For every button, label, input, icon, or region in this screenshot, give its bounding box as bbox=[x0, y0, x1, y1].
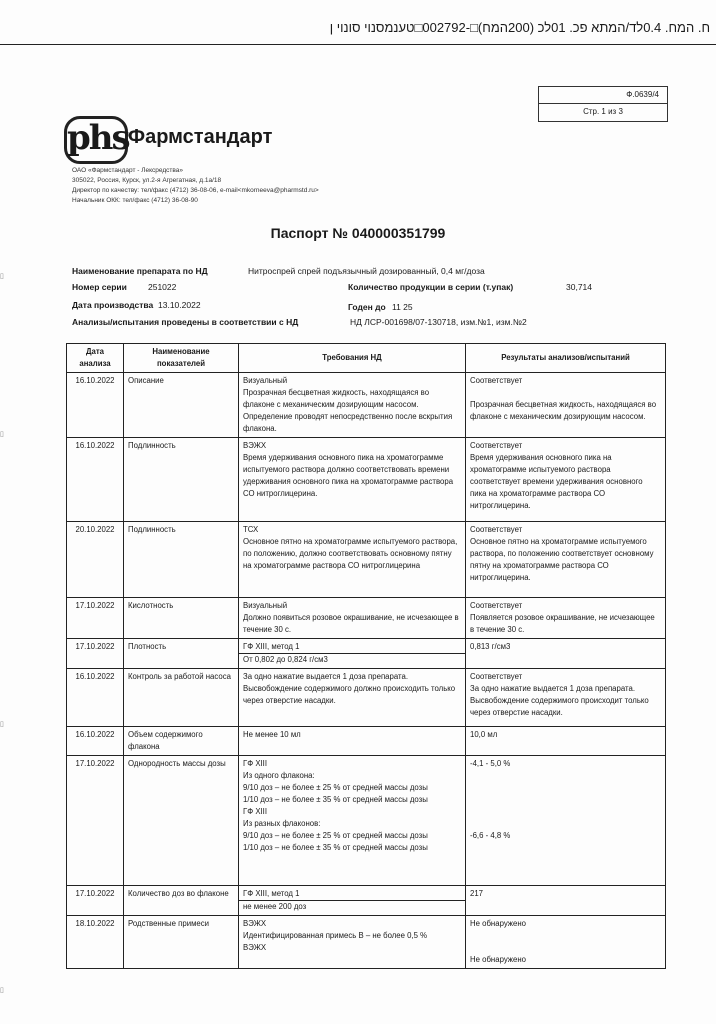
cell-date-text: 18.10.2022 bbox=[75, 919, 115, 928]
cell-name bbox=[124, 438, 239, 522]
cell-result bbox=[466, 669, 666, 727]
passport-title: Паспорт № 040000351799 bbox=[270, 225, 446, 241]
cell-date bbox=[67, 916, 124, 969]
table-row bbox=[67, 598, 666, 639]
cell-name-text: Объем содержимого флакона bbox=[128, 730, 203, 751]
product-name-label: Наименование препарата по НД bbox=[72, 266, 208, 276]
cell-result-text: -4,1 - 5,0 % -6,6 - 4,8 % bbox=[470, 759, 511, 840]
cell-date bbox=[67, 756, 124, 886]
table-row bbox=[67, 438, 666, 522]
cell-name-text: Кислотность bbox=[128, 601, 174, 610]
table-row bbox=[67, 756, 666, 886]
analysis-basis-value: НД ЛСР-001698/07-130718, изм.№1, изм.№2 bbox=[350, 317, 527, 327]
header-requirements: Требования НД bbox=[239, 344, 466, 373]
fax-header-text: ח. המח. 0.4לד/המתא פכ. 01לכ (200המח)□-002792□טענמסנוי סונוי ן bbox=[329, 20, 710, 35]
cell-requirement-text: Визуальный Прозрачная бесцветная жидкость, находящаяся во флаконе с механическим дозирующим насосом. Определение проводят непосредственно после вскрытия флакона. bbox=[243, 376, 453, 433]
cell-date-text: 16.10.2022 bbox=[75, 672, 115, 681]
cell-requirement-text: Не менее 10 мл bbox=[243, 730, 301, 739]
production-date-label: Дата производства bbox=[72, 300, 154, 310]
company-line: Директор по качеству: тел/факс (4712) 36-08-06, e-mail<mkorneeva@pharmstd.ru> bbox=[72, 187, 319, 194]
cell-result bbox=[466, 639, 666, 669]
cell-result bbox=[466, 438, 666, 522]
table-row bbox=[67, 639, 666, 669]
cell-requirement bbox=[239, 373, 466, 438]
cell-result bbox=[466, 756, 666, 886]
valid-until-label: Годен до bbox=[348, 302, 386, 312]
cell-date-text: 17.10.2022 bbox=[75, 601, 115, 610]
valid-until-value: 11 25 bbox=[392, 302, 413, 312]
production-date-value: 13.10.2022 bbox=[158, 300, 201, 310]
cell-name bbox=[124, 756, 239, 886]
cell-name-text: Контроль за работой насоса bbox=[128, 672, 231, 681]
cell-requirement bbox=[239, 727, 466, 756]
cell-requirement bbox=[239, 916, 466, 969]
cell-name-text: Родственные примеси bbox=[128, 919, 210, 928]
cell-requirement-text: От 0,802 до 0,824 г/см3 bbox=[243, 655, 328, 664]
company-logo bbox=[64, 116, 273, 160]
cell-date-text: 16.10.2022 bbox=[75, 441, 115, 450]
table-row bbox=[67, 727, 666, 756]
page-number: Стр. 1 из 3 bbox=[583, 107, 623, 116]
cell-requirement-text: не менее 200 доз bbox=[243, 902, 307, 911]
cell-requirement-text: ТСХ Основное пятно на хроматограмме испытуемого раствора, по положению, должно соответствовать основному пятну на хроматограмме раствора СО нитроглицерина bbox=[243, 525, 458, 570]
header-date: Дата анализа bbox=[67, 344, 124, 373]
form-code-box bbox=[538, 86, 668, 122]
company-line: 305022, Россия, Курск, ул.2-я Агрегатная, д.1а/18 bbox=[72, 177, 222, 184]
header-results: Результаты анализов/испытаний bbox=[466, 344, 666, 373]
quantity-value: 30,714 bbox=[566, 282, 592, 292]
cell-date-text: 17.10.2022 bbox=[75, 889, 115, 898]
company-info bbox=[72, 166, 319, 206]
cell-result bbox=[466, 727, 666, 756]
cell-result bbox=[466, 373, 666, 438]
cell-date bbox=[67, 886, 124, 916]
series-value: 251022 bbox=[148, 282, 177, 292]
cell-result-text: 0,813 г/см3 bbox=[470, 642, 511, 651]
cell-result bbox=[466, 916, 666, 969]
cell-name-text: Подлинность bbox=[128, 441, 176, 450]
cell-date-text: 17.10.2022 bbox=[75, 642, 115, 651]
table-header-row bbox=[67, 344, 666, 373]
analysis-basis-label: Анализы/испытания проведены в соответствии с НД bbox=[72, 317, 299, 327]
cell-name bbox=[124, 916, 239, 969]
binder-mark: ▯ bbox=[0, 987, 4, 994]
cell-requirement-text: Визуальный Должно появиться розовое окрашивание, не исчезающее в течение 30 с. bbox=[243, 601, 459, 634]
cell-name-text: Подлинность bbox=[128, 525, 176, 534]
cell-requirement bbox=[239, 438, 466, 522]
cell-result-text: Соответствует Время удерживания основного пика на хроматограмме испытуемого раствора соответствует времени удерживания основного пика на хроматограмме раствора СО нитроглицерина. bbox=[470, 441, 643, 510]
cell-result-text: Соответствует За одно нажатие выдается 1 доза препарата. Высвобождение содержимого происходит только через отверстие насадки. bbox=[470, 672, 649, 717]
cell-result bbox=[466, 598, 666, 639]
cell-result-text: 10,0 мл bbox=[470, 730, 498, 739]
table-row bbox=[67, 669, 666, 727]
cell-result-text: 217 bbox=[470, 889, 484, 898]
cell-requirement-text: ГФ XIII, метод 1 bbox=[243, 642, 300, 651]
cell-name-text: Однородность массы дозы bbox=[128, 759, 226, 768]
cell-requirement-text: ВЭЖХ Время удерживания основного пика на хроматограмме испытуемого раствора должно соответствовать времени удерживания основного пика на хроматограмме раствора СО нитроглицерина. bbox=[243, 441, 454, 498]
cell-result-text: Соответствует Основное пятно на хроматограмме испытуемого раствора, по положению соответствует основному пятну на хроматограмме раствора СО нитроглицерина. bbox=[470, 525, 654, 582]
binder-mark: ▯ bbox=[0, 273, 4, 280]
cell-requirement bbox=[239, 756, 466, 886]
cell-requirement bbox=[239, 886, 466, 916]
cell-name-text: Количество доз во флаконе bbox=[128, 889, 229, 898]
cell-date bbox=[67, 639, 124, 669]
cell-requirement-text: ВЭЖХ Идентифицированная примесь В – не более 0,5 % ВЭЖХ bbox=[243, 919, 428, 952]
binder-mark: ▯ bbox=[0, 721, 4, 728]
table-row bbox=[67, 522, 666, 598]
table-row bbox=[67, 916, 666, 969]
form-code: Ф.0639/4 bbox=[539, 87, 667, 104]
cell-result-text: Соответствует Появляется розовое окрашивание, не исчезающее в течение 30 с. bbox=[470, 601, 655, 634]
cell-date bbox=[67, 669, 124, 727]
cell-date-text: 20.10.2022 bbox=[75, 525, 115, 534]
fax-header bbox=[0, 0, 716, 45]
header-name: Наименование показателей bbox=[124, 344, 239, 373]
cell-name bbox=[124, 639, 239, 669]
cell-requirement bbox=[239, 598, 466, 639]
cell-date bbox=[67, 438, 124, 522]
cell-date bbox=[67, 598, 124, 639]
cell-date-text: 16.10.2022 bbox=[75, 730, 115, 739]
results-table bbox=[66, 343, 666, 969]
logo-name: Фармстандарт bbox=[128, 126, 273, 148]
cell-requirement bbox=[239, 522, 466, 598]
cell-date-text: 17.10.2022 bbox=[75, 759, 115, 768]
logo-mark: phs bbox=[64, 116, 128, 164]
cell-date bbox=[67, 373, 124, 438]
binder-mark: ▯ bbox=[0, 431, 4, 438]
cell-requirement-text: ГФ XIII, метод 1 bbox=[243, 889, 300, 898]
cell-result-text: Соответствует Прозрачная бесцветная жидкость, находящаяся во флаконе с механическим дозирующим насосом. bbox=[470, 376, 657, 421]
company-line: Начальник ОКК: тел/факс (4712) 36-08-90 bbox=[72, 197, 198, 204]
cell-name bbox=[124, 522, 239, 598]
cell-name bbox=[124, 598, 239, 639]
product-name-value: Нитроспрей спрей подъязычный дозированный, 0,4 мг/доза bbox=[248, 266, 485, 276]
table-body bbox=[67, 373, 666, 969]
cell-requirement-text: ГФ XIII Из одного флакона: 9/10 доз – не более ± 25 % от средней массы дозы 1/10 доз – не более ± 35 % от средней массы дозы ГФ XIII Из разных флаконов: 9/10 доз – не более ± 25 % от средней массы дозы 1/10 доз – не более ± 35 % от средней массы дозы bbox=[243, 759, 428, 852]
table-row bbox=[67, 886, 666, 916]
cell-result bbox=[466, 522, 666, 598]
company-line: ОАО «Фармстандарт - Лексредства» bbox=[72, 167, 183, 174]
cell-name bbox=[124, 886, 239, 916]
cell-date-text: 16.10.2022 bbox=[75, 376, 115, 385]
cell-name bbox=[124, 727, 239, 756]
cell-requirement bbox=[239, 639, 466, 669]
quantity-label: Количество продукции в серии (т.упак) bbox=[348, 282, 514, 292]
cell-result bbox=[466, 886, 666, 916]
table-row bbox=[67, 373, 666, 438]
cell-name-text: Плотность bbox=[128, 642, 167, 651]
cell-name bbox=[124, 373, 239, 438]
cell-name bbox=[124, 669, 239, 727]
cell-requirement bbox=[239, 669, 466, 727]
cell-date bbox=[67, 727, 124, 756]
series-label: Номер серии bbox=[72, 282, 127, 292]
cell-name-text: Описание bbox=[128, 376, 164, 385]
cell-requirement-text: За одно нажатие выдается 1 доза препарата. Высвобождение содержимого должно происходить только через отверстие насадки. bbox=[243, 672, 456, 705]
cell-result-text: Не обнаружено Не обнаружено bbox=[470, 919, 527, 964]
cell-date bbox=[67, 522, 124, 598]
